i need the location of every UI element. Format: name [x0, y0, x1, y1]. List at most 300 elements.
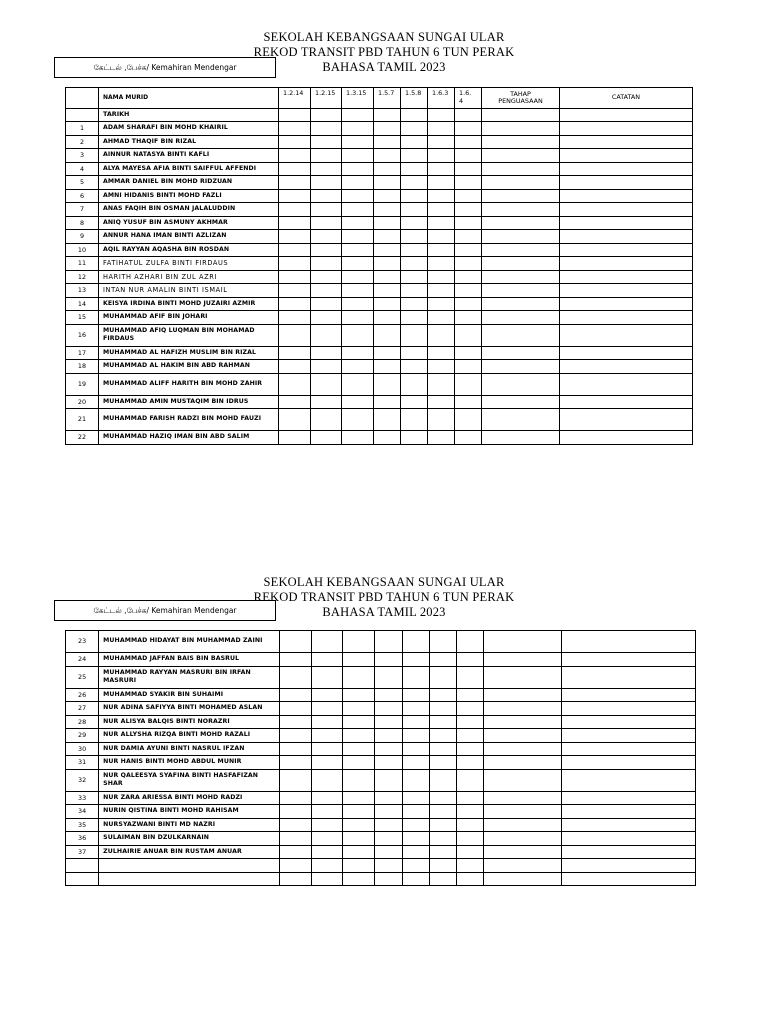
skill-score-cell[interactable]: [279, 284, 311, 298]
tahap-penguasaan-cell[interactable]: [482, 395, 560, 409]
skill-score-cell[interactable]: [312, 715, 343, 729]
skill-score-cell[interactable]: [402, 702, 429, 716]
date-cell[interactable]: [279, 109, 311, 122]
skill-score-cell[interactable]: [428, 149, 455, 163]
skill-score-cell[interactable]: [456, 769, 483, 791]
skill-score-cell[interactable]: [375, 859, 402, 873]
skill-score-cell[interactable]: [401, 346, 428, 360]
tahap-penguasaan-cell[interactable]: [483, 872, 561, 886]
skill-score-cell[interactable]: [343, 845, 375, 859]
skill-score-cell[interactable]: [429, 715, 456, 729]
skill-score-cell[interactable]: [280, 832, 312, 846]
tahap-penguasaan-cell[interactable]: [483, 818, 561, 832]
catatan-cell[interactable]: [562, 769, 696, 791]
skill-score-cell[interactable]: [279, 360, 311, 374]
skill-score-cell[interactable]: [402, 832, 429, 846]
skill-score-cell[interactable]: [401, 122, 428, 136]
skill-score-cell[interactable]: [343, 715, 375, 729]
skill-score-cell[interactable]: [455, 270, 482, 284]
skill-score-cell[interactable]: [311, 230, 342, 244]
skill-score-cell[interactable]: [342, 431, 374, 445]
tahap-penguasaan-cell[interactable]: [483, 666, 561, 688]
skill-score-cell[interactable]: [312, 756, 343, 770]
skill-score-cell[interactable]: [374, 216, 401, 230]
catatan-cell[interactable]: [560, 270, 693, 284]
skill-score-cell[interactable]: [279, 176, 311, 190]
skill-score-cell[interactable]: [279, 162, 311, 176]
skill-score-cell[interactable]: [279, 431, 311, 445]
skill-score-cell[interactable]: [455, 135, 482, 149]
skill-score-cell[interactable]: [455, 373, 482, 395]
skill-score-cell[interactable]: [429, 805, 456, 819]
skill-score-cell[interactable]: [279, 270, 311, 284]
tahap-penguasaan-cell[interactable]: [483, 688, 561, 702]
skill-score-cell[interactable]: [428, 189, 455, 203]
skill-score-cell[interactable]: [401, 203, 428, 217]
tahap-penguasaan-cell[interactable]: [483, 702, 561, 716]
skill-score-cell[interactable]: [312, 845, 343, 859]
skill-score-cell[interactable]: [455, 346, 482, 360]
skill-score-cell[interactable]: [311, 203, 342, 217]
tahap-penguasaan-cell[interactable]: [482, 122, 560, 136]
skill-score-cell[interactable]: [280, 805, 312, 819]
skill-score-cell[interactable]: [311, 189, 342, 203]
tahap-penguasaan-cell[interactable]: [482, 409, 560, 431]
skill-score-cell[interactable]: [342, 360, 374, 374]
skill-score-cell[interactable]: [342, 270, 374, 284]
tahap-penguasaan-cell[interactable]: [483, 742, 561, 756]
tahap-penguasaan-cell[interactable]: [482, 360, 560, 374]
skill-score-cell[interactable]: [429, 631, 456, 653]
skill-score-cell[interactable]: [280, 791, 312, 805]
skill-score-cell[interactable]: [402, 805, 429, 819]
skill-score-cell[interactable]: [402, 688, 429, 702]
skill-score-cell[interactable]: [401, 297, 428, 311]
skill-score-cell[interactable]: [279, 230, 311, 244]
catatan-cell[interactable]: [560, 122, 693, 136]
skill-score-cell[interactable]: [401, 257, 428, 271]
skill-score-cell[interactable]: [455, 409, 482, 431]
date-cell[interactable]: [428, 109, 455, 122]
skill-score-cell[interactable]: [456, 756, 483, 770]
skill-score-cell[interactable]: [428, 216, 455, 230]
skill-score-cell[interactable]: [374, 431, 401, 445]
tahap-penguasaan-cell[interactable]: [483, 715, 561, 729]
skill-score-cell[interactable]: [428, 346, 455, 360]
skill-score-cell[interactable]: [375, 688, 402, 702]
tahap-penguasaan-cell[interactable]: [482, 270, 560, 284]
skill-score-cell[interactable]: [429, 702, 456, 716]
skill-score-cell[interactable]: [374, 324, 401, 346]
tahap-penguasaan-cell[interactable]: [483, 756, 561, 770]
skill-score-cell[interactable]: [342, 216, 374, 230]
skill-score-cell[interactable]: [343, 859, 375, 873]
skill-score-cell[interactable]: [401, 324, 428, 346]
skill-score-cell[interactable]: [343, 818, 375, 832]
skill-score-cell[interactable]: [374, 257, 401, 271]
skill-score-cell[interactable]: [401, 189, 428, 203]
tahap-penguasaan-cell[interactable]: [482, 346, 560, 360]
skill-score-cell[interactable]: [455, 189, 482, 203]
skill-score-cell[interactable]: [311, 162, 342, 176]
skill-score-cell[interactable]: [375, 818, 402, 832]
skill-score-cell[interactable]: [401, 176, 428, 190]
skill-score-cell[interactable]: [429, 832, 456, 846]
date-cell[interactable]: [374, 109, 401, 122]
skill-score-cell[interactable]: [312, 859, 343, 873]
tahap-penguasaan-cell[interactable]: [482, 230, 560, 244]
skill-score-cell[interactable]: [401, 149, 428, 163]
date-cell[interactable]: [311, 109, 342, 122]
skill-score-cell[interactable]: [312, 666, 343, 688]
skill-score-cell[interactable]: [428, 297, 455, 311]
catatan-cell[interactable]: [562, 832, 696, 846]
date-cell[interactable]: [482, 109, 560, 122]
catatan-cell[interactable]: [562, 729, 696, 743]
skill-score-cell[interactable]: [279, 324, 311, 346]
skill-score-cell[interactable]: [455, 431, 482, 445]
skill-score-cell[interactable]: [455, 360, 482, 374]
tahap-penguasaan-cell[interactable]: [482, 135, 560, 149]
skill-score-cell[interactable]: [401, 162, 428, 176]
catatan-cell[interactable]: [560, 311, 693, 325]
skill-score-cell[interactable]: [428, 409, 455, 431]
catatan-cell[interactable]: [562, 688, 696, 702]
catatan-cell[interactable]: [560, 409, 693, 431]
catatan-cell[interactable]: [560, 135, 693, 149]
catatan-cell[interactable]: [560, 360, 693, 374]
skill-score-cell[interactable]: [312, 742, 343, 756]
skill-score-cell[interactable]: [429, 818, 456, 832]
skill-score-cell[interactable]: [311, 257, 342, 271]
skill-score-cell[interactable]: [401, 270, 428, 284]
tahap-penguasaan-cell[interactable]: [482, 297, 560, 311]
skill-score-cell[interactable]: [279, 409, 311, 431]
tahap-penguasaan-cell[interactable]: [482, 324, 560, 346]
catatan-cell[interactable]: [560, 162, 693, 176]
skill-score-cell[interactable]: [312, 653, 343, 667]
skill-score-cell[interactable]: [375, 832, 402, 846]
skill-score-cell[interactable]: [311, 216, 342, 230]
skill-score-cell[interactable]: [428, 311, 455, 325]
skill-score-cell[interactable]: [456, 859, 483, 873]
skill-score-cell[interactable]: [279, 311, 311, 325]
skill-score-cell[interactable]: [375, 805, 402, 819]
date-cell[interactable]: [401, 109, 428, 122]
skill-score-cell[interactable]: [342, 324, 374, 346]
tahap-penguasaan-cell[interactable]: [483, 845, 561, 859]
skill-score-cell[interactable]: [279, 122, 311, 136]
skill-score-cell[interactable]: [401, 284, 428, 298]
skill-score-cell[interactable]: [312, 688, 343, 702]
skill-score-cell[interactable]: [343, 631, 375, 653]
skill-score-cell[interactable]: [279, 297, 311, 311]
catatan-cell[interactable]: [560, 230, 693, 244]
skill-score-cell[interactable]: [455, 284, 482, 298]
skill-score-cell[interactable]: [402, 859, 429, 873]
skill-score-cell[interactable]: [401, 431, 428, 445]
skill-score-cell[interactable]: [428, 270, 455, 284]
skill-score-cell[interactable]: [428, 162, 455, 176]
tahap-penguasaan-cell[interactable]: [482, 203, 560, 217]
skill-score-cell[interactable]: [428, 360, 455, 374]
date-cell[interactable]: [560, 109, 693, 122]
tahap-penguasaan-cell[interactable]: [482, 431, 560, 445]
skill-score-cell[interactable]: [429, 859, 456, 873]
skill-score-cell[interactable]: [312, 631, 343, 653]
skill-score-cell[interactable]: [279, 216, 311, 230]
skill-score-cell[interactable]: [311, 395, 342, 409]
skill-score-cell[interactable]: [312, 818, 343, 832]
tahap-penguasaan-cell[interactable]: [483, 859, 561, 873]
catatan-cell[interactable]: [560, 243, 693, 257]
catatan-cell[interactable]: [562, 715, 696, 729]
skill-score-cell[interactable]: [280, 859, 312, 873]
skill-score-cell[interactable]: [311, 324, 342, 346]
skill-score-cell[interactable]: [311, 243, 342, 257]
skill-score-cell[interactable]: [429, 845, 456, 859]
skill-score-cell[interactable]: [402, 666, 429, 688]
skill-score-cell[interactable]: [375, 845, 402, 859]
skill-score-cell[interactable]: [280, 756, 312, 770]
skill-score-cell[interactable]: [456, 791, 483, 805]
tahap-penguasaan-cell[interactable]: [482, 189, 560, 203]
skill-score-cell[interactable]: [342, 162, 374, 176]
catatan-cell[interactable]: [560, 149, 693, 163]
skill-score-cell[interactable]: [456, 688, 483, 702]
skill-score-cell[interactable]: [374, 189, 401, 203]
skill-score-cell[interactable]: [402, 729, 429, 743]
skill-score-cell[interactable]: [428, 395, 455, 409]
catatan-cell[interactable]: [562, 859, 696, 873]
skill-score-cell[interactable]: [343, 742, 375, 756]
skill-score-cell[interactable]: [374, 297, 401, 311]
catatan-cell[interactable]: [560, 216, 693, 230]
catatan-cell[interactable]: [562, 872, 696, 886]
skill-score-cell[interactable]: [342, 346, 374, 360]
skill-score-cell[interactable]: [374, 284, 401, 298]
skill-score-cell[interactable]: [455, 203, 482, 217]
skill-score-cell[interactable]: [456, 872, 483, 886]
tahap-penguasaan-cell[interactable]: [483, 832, 561, 846]
skill-score-cell[interactable]: [374, 176, 401, 190]
skill-score-cell[interactable]: [343, 666, 375, 688]
skill-score-cell[interactable]: [343, 769, 375, 791]
skill-score-cell[interactable]: [428, 135, 455, 149]
skill-score-cell[interactable]: [312, 805, 343, 819]
tahap-penguasaan-cell[interactable]: [483, 631, 561, 653]
skill-score-cell[interactable]: [428, 257, 455, 271]
skill-score-cell[interactable]: [343, 791, 375, 805]
catatan-cell[interactable]: [562, 742, 696, 756]
skill-score-cell[interactable]: [342, 311, 374, 325]
skill-score-cell[interactable]: [374, 243, 401, 257]
skill-score-cell[interactable]: [280, 666, 312, 688]
catatan-cell[interactable]: [560, 257, 693, 271]
skill-score-cell[interactable]: [374, 373, 401, 395]
skill-score-cell[interactable]: [343, 832, 375, 846]
skill-score-cell[interactable]: [428, 243, 455, 257]
skill-score-cell[interactable]: [374, 409, 401, 431]
skill-score-cell[interactable]: [375, 872, 402, 886]
skill-score-cell[interactable]: [375, 631, 402, 653]
skill-score-cell[interactable]: [374, 311, 401, 325]
skill-score-cell[interactable]: [375, 666, 402, 688]
skill-score-cell[interactable]: [429, 729, 456, 743]
skill-score-cell[interactable]: [401, 395, 428, 409]
skill-score-cell[interactable]: [280, 818, 312, 832]
catatan-cell[interactable]: [560, 189, 693, 203]
skill-score-cell[interactable]: [428, 324, 455, 346]
skill-score-cell[interactable]: [429, 872, 456, 886]
skill-score-cell[interactable]: [428, 122, 455, 136]
catatan-cell[interactable]: [560, 284, 693, 298]
skill-score-cell[interactable]: [280, 742, 312, 756]
skill-score-cell[interactable]: [374, 395, 401, 409]
date-cell[interactable]: [342, 109, 374, 122]
skill-score-cell[interactable]: [374, 360, 401, 374]
skill-score-cell[interactable]: [279, 149, 311, 163]
tahap-penguasaan-cell[interactable]: [482, 149, 560, 163]
catatan-cell[interactable]: [562, 631, 696, 653]
tahap-penguasaan-cell[interactable]: [482, 311, 560, 325]
skill-score-cell[interactable]: [374, 346, 401, 360]
skill-score-cell[interactable]: [429, 756, 456, 770]
skill-score-cell[interactable]: [374, 203, 401, 217]
skill-score-cell[interactable]: [311, 360, 342, 374]
skill-score-cell[interactable]: [312, 791, 343, 805]
skill-score-cell[interactable]: [342, 203, 374, 217]
skill-score-cell[interactable]: [375, 653, 402, 667]
skill-score-cell[interactable]: [311, 409, 342, 431]
tahap-penguasaan-cell[interactable]: [482, 176, 560, 190]
tahap-penguasaan-cell[interactable]: [482, 373, 560, 395]
skill-score-cell[interactable]: [280, 715, 312, 729]
skill-score-cell[interactable]: [374, 270, 401, 284]
skill-score-cell[interactable]: [402, 791, 429, 805]
skill-score-cell[interactable]: [342, 395, 374, 409]
skill-score-cell[interactable]: [311, 284, 342, 298]
skill-score-cell[interactable]: [280, 872, 312, 886]
skill-score-cell[interactable]: [455, 230, 482, 244]
skill-score-cell[interactable]: [311, 311, 342, 325]
date-cell[interactable]: [455, 109, 482, 122]
skill-score-cell[interactable]: [456, 845, 483, 859]
skill-score-cell[interactable]: [429, 653, 456, 667]
skill-score-cell[interactable]: [428, 431, 455, 445]
skill-score-cell[interactable]: [375, 702, 402, 716]
catatan-cell[interactable]: [560, 395, 693, 409]
skill-score-cell[interactable]: [401, 360, 428, 374]
skill-score-cell[interactable]: [312, 769, 343, 791]
tahap-penguasaan-cell[interactable]: [483, 791, 561, 805]
skill-score-cell[interactable]: [280, 845, 312, 859]
catatan-cell[interactable]: [562, 805, 696, 819]
skill-score-cell[interactable]: [342, 409, 374, 431]
skill-score-cell[interactable]: [401, 409, 428, 431]
skill-score-cell[interactable]: [429, 769, 456, 791]
catatan-cell[interactable]: [562, 666, 696, 688]
skill-score-cell[interactable]: [455, 216, 482, 230]
skill-score-cell[interactable]: [343, 653, 375, 667]
catatan-cell[interactable]: [562, 702, 696, 716]
catatan-cell[interactable]: [562, 845, 696, 859]
skill-score-cell[interactable]: [455, 311, 482, 325]
catatan-cell[interactable]: [560, 176, 693, 190]
skill-score-cell[interactable]: [455, 176, 482, 190]
skill-score-cell[interactable]: [428, 284, 455, 298]
skill-score-cell[interactable]: [312, 729, 343, 743]
skill-score-cell[interactable]: [279, 395, 311, 409]
skill-score-cell[interactable]: [312, 832, 343, 846]
skill-score-cell[interactable]: [429, 791, 456, 805]
skill-score-cell[interactable]: [429, 666, 456, 688]
skill-score-cell[interactable]: [456, 832, 483, 846]
skill-score-cell[interactable]: [342, 373, 374, 395]
skill-score-cell[interactable]: [342, 284, 374, 298]
catatan-cell[interactable]: [562, 653, 696, 667]
skill-score-cell[interactable]: [375, 715, 402, 729]
skill-score-cell[interactable]: [343, 756, 375, 770]
catatan-cell[interactable]: [562, 791, 696, 805]
skill-score-cell[interactable]: [401, 243, 428, 257]
skill-score-cell[interactable]: [428, 176, 455, 190]
skill-score-cell[interactable]: [312, 702, 343, 716]
skill-score-cell[interactable]: [342, 135, 374, 149]
skill-score-cell[interactable]: [402, 872, 429, 886]
tahap-penguasaan-cell[interactable]: [483, 769, 561, 791]
skill-score-cell[interactable]: [402, 715, 429, 729]
catatan-cell[interactable]: [560, 297, 693, 311]
skill-score-cell[interactable]: [280, 631, 312, 653]
tahap-penguasaan-cell[interactable]: [482, 284, 560, 298]
tahap-penguasaan-cell[interactable]: [482, 162, 560, 176]
skill-score-cell[interactable]: [456, 742, 483, 756]
skill-score-cell[interactable]: [455, 297, 482, 311]
skill-score-cell[interactable]: [374, 230, 401, 244]
skill-score-cell[interactable]: [311, 135, 342, 149]
tahap-penguasaan-cell[interactable]: [483, 729, 561, 743]
skill-score-cell[interactable]: [455, 243, 482, 257]
skill-score-cell[interactable]: [280, 769, 312, 791]
skill-score-cell[interactable]: [280, 653, 312, 667]
skill-score-cell[interactable]: [375, 791, 402, 805]
skill-score-cell[interactable]: [402, 742, 429, 756]
skill-score-cell[interactable]: [279, 346, 311, 360]
skill-score-cell[interactable]: [279, 189, 311, 203]
skill-score-cell[interactable]: [312, 872, 343, 886]
skill-score-cell[interactable]: [342, 243, 374, 257]
skill-score-cell[interactable]: [280, 729, 312, 743]
skill-score-cell[interactable]: [374, 122, 401, 136]
skill-score-cell[interactable]: [455, 162, 482, 176]
skill-score-cell[interactable]: [375, 742, 402, 756]
skill-score-cell[interactable]: [375, 756, 402, 770]
skill-score-cell[interactable]: [402, 769, 429, 791]
skill-score-cell[interactable]: [456, 805, 483, 819]
skill-score-cell[interactable]: [456, 715, 483, 729]
skill-score-cell[interactable]: [311, 122, 342, 136]
skill-score-cell[interactable]: [311, 431, 342, 445]
skill-score-cell[interactable]: [311, 176, 342, 190]
skill-score-cell[interactable]: [401, 216, 428, 230]
skill-score-cell[interactable]: [311, 346, 342, 360]
skill-score-cell[interactable]: [456, 653, 483, 667]
skill-score-cell[interactable]: [455, 149, 482, 163]
skill-score-cell[interactable]: [455, 257, 482, 271]
skill-score-cell[interactable]: [401, 230, 428, 244]
skill-score-cell[interactable]: [279, 243, 311, 257]
